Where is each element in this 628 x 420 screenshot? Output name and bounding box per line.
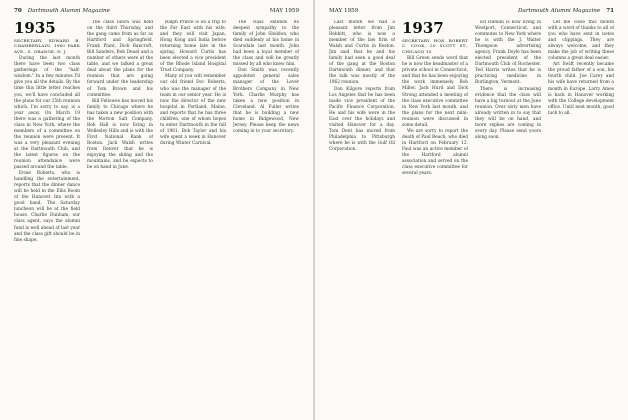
left-issue-date: MAY 1959 <box>269 8 299 14</box>
paragraph: Don Smith was recently appointed general sales manager of the Lever Brothers Company in New York. Charlie Murphy has taken a new position in Cleveland. Al Fuller writes that he is building a new home in Ridgewood, New Jersey. Please keep the news coming in to your secretary. <box>233 68 299 134</box>
left-columns <box>14 20 299 412</box>
right-column-2 <box>402 20 468 412</box>
paragraph: Ed Hamlin is now living in Westport, Connecticut, and commutes to New York where he is with the J. Walter Thompson advertising agency. Frank Doyle has been elected president of the Dartmouth Club of Rochester. Ted Harris writes that he is practicing medicine in Burlington, Vermont. <box>475 20 541 86</box>
right-page <box>315 0 628 420</box>
paragraph: Bill Fellowes has moved his family to Chicago where he has taken a new position with the Morton Salt Company. Bob Hall is now living in Wellesley Hills and is with the First National Bank of Boston. Jack Walsh writes from Denver that he is enjoying the skiing and the mountains, and he expects to be on hand in June. <box>87 98 153 171</box>
class-secretary-line: SECRETARY, HON. ROBERT C. COOK, 20 SCOTT ST., CHICAGO 10 <box>402 38 468 54</box>
right-page-number: 71 <box>606 8 614 14</box>
right-column-3 <box>475 20 541 412</box>
right-columns <box>329 20 614 412</box>
class-secretary-line: SECRETARY, EDWARD B. CHAMBERLAIN, 1960 PARK AVE., S. ORANGE, N. J. <box>14 38 80 54</box>
paragraph: Ernie Roberts, who is handling the entertainment, reports that the dinner dance will be held in the Ellis Room of the Hanover Inn with a good band. The Saturday luncheon will be at the field house. Charlie Dunham, our class agent, says the alumni fund is well ahead of last year and the class gift should be in fine shape. <box>14 171 80 243</box>
paragraph: We are sorry to report the death of Paul Beach, who died in Hartford on February 12. Paul was an active member of the Hartford alumni association and served on the class executive committee for several years. <box>402 128 468 177</box>
class-heading: 1935 <box>14 20 56 37</box>
right-issue-date: MAY 1959 <box>329 8 359 14</box>
paragraph: Many of you will remember our old friend Doc Roberts, who was the manager of the team in our senior year. He is now the director of the new hospital in Portland, Maine, and reports that he has three children, one of whom hopes to enter Dartmouth in the fall of 1961. Bob Taylor and his wife spent a week in Hanover during Winter Carnival. <box>160 74 226 146</box>
paragraph: Don Kilgore reports from Los Angeles that he has been made vice president of the Pacific Finance Corporation. He and his wife were in the East over the holidays and visited Hanover for a day. Tom Dent has moved from Philadelphia to Pittsburgh where he is with the Gulf Oil Corporation. <box>329 86 395 152</box>
left-page-header <box>14 6 299 16</box>
class-heading: 1937 <box>402 20 444 37</box>
left-page <box>0 0 313 420</box>
paragraph: Let me close this month with a word of thanks to all of you who have sent in notes and clippings. They are always welcome, and they make the job of writing these columns a great deal easier. <box>548 20 614 62</box>
paragraph: Art Swift recently became the proud father of a son, his fourth child. Joe Carey and his wife have returned from a month in Europe. Larry Ames is back in Hanover working with the College development office. Until next month, good luck to all. <box>548 62 614 116</box>
paragraph: Ralph Prince is on a trip to the Far East with his wife, and they will visit Japan, Hong Kong and India before returning home late in the spring. Howard Curtis has been elected a vice president of the Rhode Island Hospital Trust Company. <box>160 20 226 74</box>
paragraph: There is increasing evidence that the class will have a big turnout at the June reunion. Over sixty men have already written in to say that they will be on hand, and more replies are coming in every day. Please send yours along soon. <box>475 86 541 140</box>
right-page-header <box>329 6 614 16</box>
left-column-4 <box>233 20 299 412</box>
right-column-1 <box>329 20 395 412</box>
right-magazine-title: Dartmouth Alumni Magazine <box>518 8 601 14</box>
paragraph: Bill Green sends word that he is now the headmaster of a private school in Connecticut, and that he has been enjoying the work immensely. Bob Miller, Jack Hurd and Dick Strong attended a meeting of the class executive committee in New York last month, and the plans for the next mini-reunion were discussed in some detail. <box>402 56 468 128</box>
left-magazine-title: Dartmouth Alumni Magazine <box>27 8 110 14</box>
paragraph: The class extends its deepest sympathy to the family of John Sheldon, who died suddenly at his home in Scarsdale last month. John had been a loyal member of the class and will be greatly missed by all who knew him. <box>233 20 299 68</box>
left-column-1 <box>14 20 80 412</box>
paragraph: During the last month there have been two class gatherings of the "half-wisdom." In a few minutes I'll give you all the details. By the time this little letter reaches you, we'll have concluded all the plans for our 25th reunion which, I'm sorry to say, is a year away. On March 19 there was a gathering of the class in New York, where the members of a committee on the reunion were present. It was a very pleasant evening at the Dartmouth Club, and the latest figures on the reunion attendance were passed around the table. <box>14 56 80 171</box>
left-column-2 <box>87 20 153 412</box>
paragraph: The class lunch was held on the third Thursday, and the gang came from as far as Hartford and Springfield. Frank Plant, Dick Bancroft, Bill Sanders, Bob Deuel and a number of others were at the table, and we talked a great deal about the plans for the reunion that are going forward under the leadership of Tom Brown and his committee. <box>87 20 153 98</box>
left-page-number: 70 <box>14 8 22 14</box>
left-column-3 <box>160 20 226 412</box>
right-column-4 <box>548 20 614 412</box>
paragraph: Last month we had a pleasant letter from Jim Rebbitt, who is now a member of the law firm of Walsh and Curtis in Boston. Jim said that he and his family had seen a good deal of the gang at the Boston Dartmouth dinner, and that the talk was mostly of the 1962 reunion. <box>329 20 395 86</box>
